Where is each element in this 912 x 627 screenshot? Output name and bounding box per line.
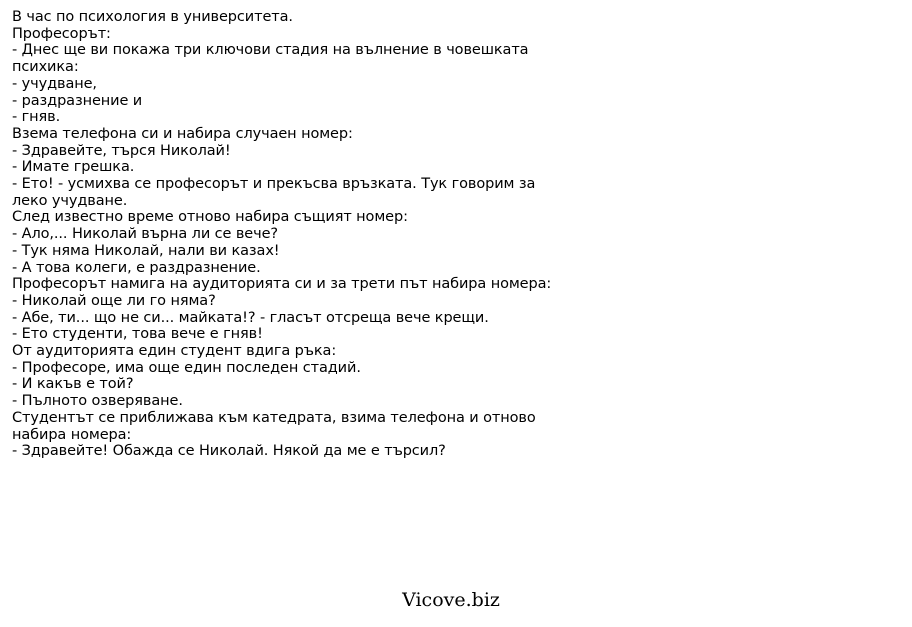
joke-line: Студентът се приближава към катедрата, взима телефона и отново (12, 409, 536, 426)
joke-line: В час по психология в университета. (12, 9, 293, 25)
joke-line: - Здравейте! Обажда се Николай. Някой да ме е търсил? (12, 443, 446, 460)
joke-line: - гняв. (12, 109, 61, 126)
joke-line: набира номера: (12, 426, 132, 443)
joke-line: - учудване, (12, 75, 97, 92)
joke-line: Професорът намига на аудиторията си и за трети път набира номера: (12, 276, 552, 293)
joke-line: - Абе, ти... що не си... майката!? - гласът отсреща вече крещи. (12, 309, 489, 326)
joke-line: - Имате грешка. (12, 159, 135, 176)
joke-line: - Тук няма Николай, нали ви казах! (12, 242, 280, 259)
joke-line: - раздразнение и (12, 92, 143, 109)
joke-line: - Днес ще ви покажа три ключови стадия на вълнение в човешката (12, 42, 529, 59)
joke-line: психика: (12, 59, 79, 76)
joke-line: - Пълното озверяване. (12, 393, 183, 410)
joke-line: Професорът: (12, 25, 111, 42)
joke-line: Взема телефона си и набира случаен номер: (12, 125, 353, 142)
joke-line: - Ето! - усмихва се професорът и прекъсва връзката. Тук говорим за (12, 176, 536, 193)
joke-line: - Здравейте, търся Николай! (12, 142, 231, 159)
joke-line: След известно време отново набира същият номер: (12, 209, 408, 226)
joke-line: - Ало,... Николай върна ли се вече? (12, 226, 279, 243)
joke-line: леко учудване. (12, 192, 128, 209)
joke-line: От аудиторията един студент вдига ръка: (12, 343, 337, 360)
joke-line: - А това колеги, е раздразнение. (12, 259, 261, 276)
site-watermark: Vicove.biz (402, 589, 500, 611)
joke-line: - И какъв е той? (12, 376, 134, 393)
joke-line: - Ето студенти, това вече е гняв! (12, 326, 263, 343)
joke-text (12, 9, 572, 460)
joke-line: - Професоре, има още един последен стадий. (12, 359, 361, 376)
joke-line: - Николай още ли го няма? (12, 292, 216, 309)
